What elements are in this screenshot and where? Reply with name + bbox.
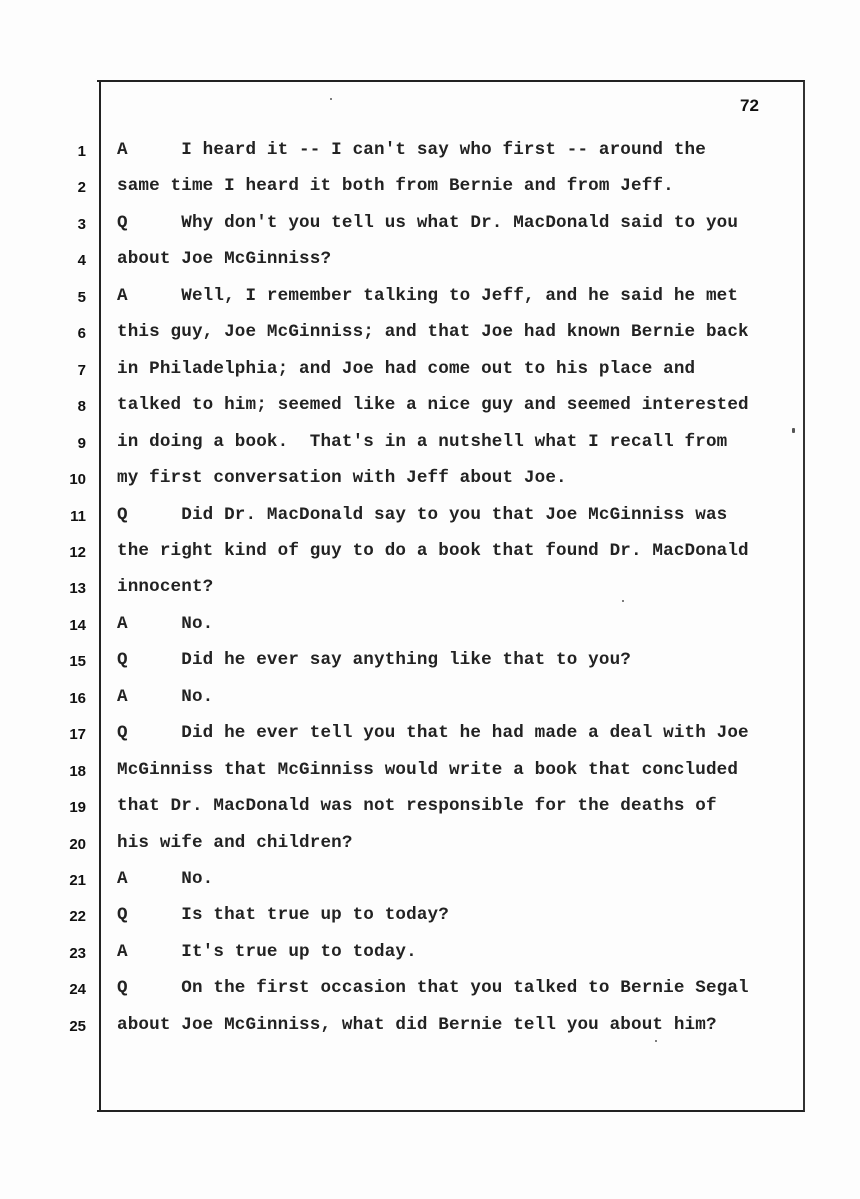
line-text: Q Did he ever say anything like that to you?: [117, 650, 631, 671]
line-text: A No.: [117, 613, 214, 634]
transcript-line: [0, 901, 860, 931]
scan-speck: [792, 428, 795, 433]
line-text: about Joe McGinniss?: [117, 249, 332, 270]
scan-speck: [655, 1040, 657, 1042]
line-number: 10: [69, 471, 86, 489]
line-text: Q Why don't you tell us what Dr. MacDonald said to you: [117, 212, 739, 233]
line-number: 12: [69, 543, 86, 561]
transcript-line: [0, 865, 860, 895]
scan-speck: [330, 98, 332, 100]
line-text: about Joe McGinniss, what did Bernie tell you about him?: [117, 1014, 717, 1035]
line-text: Q Did he ever tell you that he had made a deal with Joe: [117, 723, 749, 744]
line-number: 5: [77, 288, 86, 306]
line-text: in Philadelphia; and Joe had come out to his place and: [117, 358, 696, 379]
transcript-line: [0, 610, 860, 640]
line-number: 2: [77, 179, 86, 197]
scan-speck: [622, 600, 624, 602]
line-number: 23: [69, 944, 86, 962]
line-text: the right kind of guy to do a book that found Dr. MacDonald: [117, 540, 749, 561]
transcript-line: [0, 537, 860, 567]
line-number: 11: [70, 507, 86, 525]
line-number: 3: [77, 215, 86, 233]
transcript-line: [0, 501, 860, 531]
transcript-line: [0, 318, 860, 348]
transcript-line: [0, 829, 860, 859]
line-number: 21: [69, 872, 86, 889]
line-text: his wife and children?: [117, 832, 353, 853]
transcript-line: [0, 719, 860, 749]
transcript-line: [0, 792, 860, 822]
line-number: 16: [69, 689, 86, 707]
line-text: A No.: [117, 686, 214, 707]
line-text: my first conversation with Jeff about Joe.: [117, 468, 567, 489]
transcript-line: [0, 464, 860, 494]
line-number: 4: [77, 252, 86, 270]
transcript-line: [0, 938, 860, 968]
line-text: talked to him; seemed like a nice guy and seemed interested: [117, 395, 749, 416]
line-text: this guy, Joe McGinniss; and that Joe had known Bernie back: [117, 322, 749, 343]
line-text: A I heard it -- I can't say who first -- around the: [117, 140, 706, 160]
line-number: 24: [69, 981, 86, 999]
line-text: A Well, I remember talking to Jeff, and he said he met: [117, 285, 739, 306]
line-number: 1: [77, 143, 86, 160]
transcript-line: [0, 245, 860, 275]
line-number: 17: [69, 726, 86, 744]
line-number: 8: [77, 398, 86, 416]
line-number: 13: [69, 580, 86, 598]
line-text: Q Did Dr. MacDonald say to you that Joe McGinniss was: [117, 504, 728, 525]
transcript-line: [0, 282, 860, 312]
line-number: 14: [69, 616, 86, 634]
line-text: that Dr. MacDonald was not responsible for the deaths of: [117, 796, 717, 817]
line-number: 20: [69, 835, 86, 853]
line-text: McGinniss that McGinniss would write a book that concluded: [117, 759, 739, 780]
line-text: innocent?: [117, 577, 214, 598]
transcript-line: [0, 172, 860, 202]
line-text: same time I heard it both from Bernie and from Jeff.: [117, 176, 674, 197]
line-number: 15: [69, 653, 86, 671]
line-number: 18: [69, 762, 86, 780]
line-text: Q On the first occasion that you talked to Bernie Segal: [117, 978, 749, 999]
transcript-line: [0, 573, 860, 603]
transcript-line: [0, 355, 860, 385]
transcript-line: [0, 1011, 860, 1041]
line-number: 6: [77, 325, 86, 343]
transcript-line: [0, 683, 860, 713]
transcript-line: [0, 756, 860, 786]
page-number: 72: [740, 96, 759, 115]
transcript-line: [0, 428, 860, 458]
line-number: 25: [69, 1017, 86, 1035]
line-number: 22: [69, 908, 86, 926]
line-text: Q Is that true up to today?: [117, 905, 449, 926]
transcript-line: [0, 136, 860, 166]
line-text: A No.: [117, 869, 214, 889]
line-text: A It's true up to today.: [117, 941, 417, 962]
line-number: 7: [77, 361, 86, 379]
transcript-line: [0, 391, 860, 421]
line-number: 9: [77, 434, 86, 452]
transcript-line: [0, 646, 860, 676]
line-text: in doing a book. That's in a nutshell what I recall from: [117, 431, 728, 452]
line-number: 19: [69, 799, 86, 817]
transcript-line: [0, 209, 860, 239]
transcript-line: [0, 974, 860, 1004]
